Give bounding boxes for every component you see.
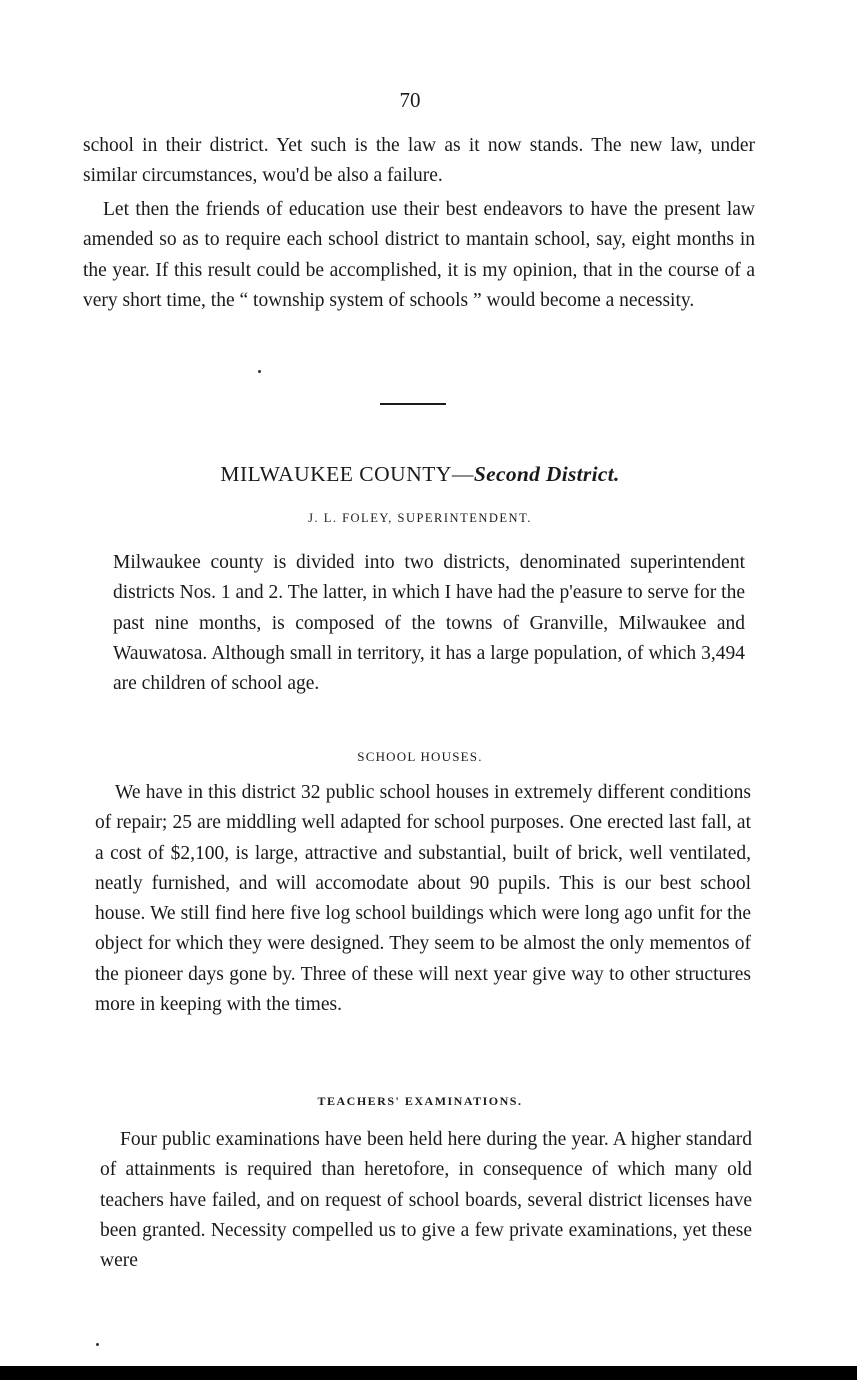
intro-paragraph-recommendation: Let then the friends of education use their best endeavors to have the present law amended so as to require each school district to mantain school, say, eight months in the year. If this result could be accomplished, it is my opinion, that in the course of a very short time, the “ township system of schools ” would become a necessity.: [83, 199, 755, 311]
scan-speck: [258, 370, 261, 373]
superintendent-heading: J. L. FOLEY, SUPERINTENDENT.: [308, 511, 532, 525]
page-number: 70: [399, 88, 421, 112]
section-divider-rule: [380, 403, 446, 405]
scan-speck: [96, 1343, 99, 1346]
county-intro-paragraph: Milwaukee county is divided into two districts, denominated superintendent districts Nos. 1 and 2. The latter, in which I have had the p'easure to serve for the past nine months, is composed of the towns of Granville, Milwaukee and Wauwatosa. Although small in territory, it has a large population, of which 3,494 are children of school age.: [113, 552, 745, 695]
scan-bottom-edge: [0, 1366, 857, 1380]
district-title: Second District.: [473, 462, 620, 486]
teachers-examinations-heading: TEACHERS' EXAMINATIONS.: [317, 1094, 523, 1108]
intro-paragraph-continued: school in their district. Yet such is the law as it now stands. The new law, under similar circumstances, wou'd be also a failure.: [83, 135, 755, 187]
county-heading: [0, 462, 840, 487]
school-houses-paragraph: We have in this district 32 public school houses in extremely different conditions of repair; 25 are middling well adapted for school purposes. One erected last fall, at a cost of $2,100, is large, attractive and substantial, built of brick, well ventilated, neatly furnished, and will accomodate about 90 pupils. This is our best school house. We still find here five log school buildings which were long ago unfit for the object for which they were designed. They seem to be almost the only mementos of the pioneer days gone by. Three of these will next year give way to other structures more in keeping with the times.: [95, 782, 751, 1016]
school-houses-heading: SCHOOL HOUSES.: [357, 749, 483, 764]
teachers-examinations-paragraph: Four public examinations have been held here during the year. A higher standard of attainments is required than heretofore, in consequence of which many old teachers have failed, and on request of school boards, several district licenses have been granted. Necessity compelled us to give a few private examinations, yet these were: [100, 1129, 752, 1272]
county-title: MILWAUKEE COUNTY—: [220, 462, 474, 486]
